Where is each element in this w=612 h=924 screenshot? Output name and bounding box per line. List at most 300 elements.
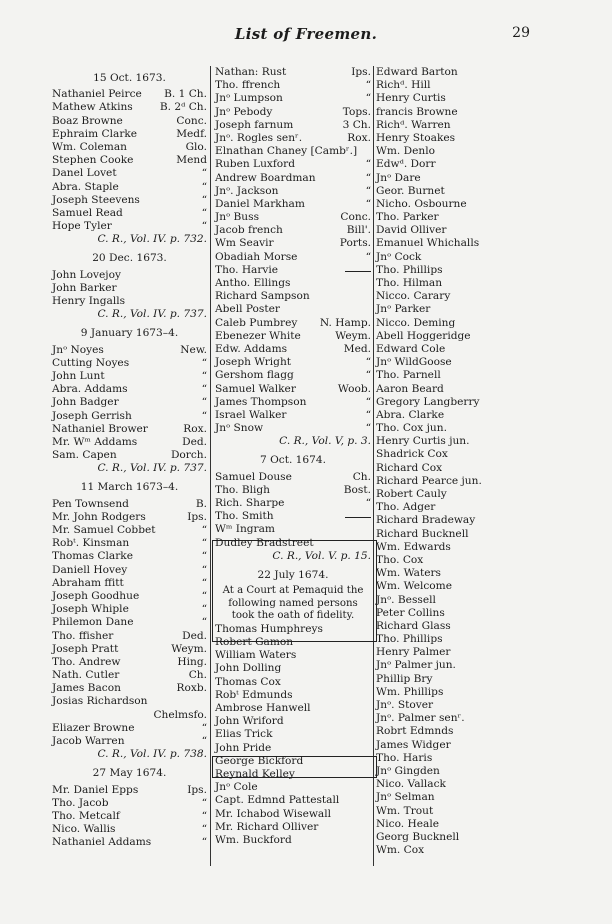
- freeman-entry: [376, 435, 502, 448]
- town-abbreviation: Conc.: [340, 211, 371, 224]
- freeman-entry: [215, 636, 371, 649]
- freeman-entry: [52, 128, 207, 141]
- freeman-name: Edward Cole: [376, 342, 446, 355]
- dash-rule: [345, 510, 371, 518]
- freeman-name: Nathaniel Peirce: [52, 88, 142, 101]
- freeman-name: Shadrick Cox: [376, 448, 448, 461]
- citation-text: C. R., Vol. IV. p. 732.: [97, 233, 207, 246]
- citation-text: C. R., Vol. IV. p. 737.: [97, 462, 207, 475]
- town-abbreviation: Rox.: [183, 422, 207, 435]
- freeman-entry: [376, 686, 502, 699]
- freeman-name: Nico. Wallis: [52, 823, 116, 836]
- freeman-name: Sam. Capen: [52, 449, 117, 462]
- freeman-entry: [215, 356, 371, 369]
- freeman-entry: [376, 119, 502, 132]
- freeman-name: Nico. Vallack: [376, 778, 446, 791]
- date-heading: [52, 767, 207, 780]
- freeman-name: John Dolling: [215, 662, 282, 675]
- freeman-name: Jnᵒ Palmer jun.: [376, 659, 456, 672]
- record-citation: [215, 435, 371, 448]
- freeman-entry: [376, 844, 502, 857]
- town-abbreviation: “: [201, 616, 207, 629]
- freeman-entry: [376, 211, 502, 224]
- freeman-name: John Barker: [52, 281, 117, 294]
- note-text: following named persons: [228, 597, 358, 609]
- date-heading: [52, 327, 207, 340]
- town-abbreviation: New.: [180, 343, 207, 356]
- freeman-entry: [376, 79, 502, 92]
- town-abbreviation: “: [365, 356, 371, 369]
- freeman-name: Richard Cox: [376, 461, 443, 474]
- freeman-name: Wm. Edwards: [376, 540, 451, 553]
- freeman-entry: [52, 524, 207, 537]
- freeman-entry: [376, 185, 502, 198]
- town-abbreviation: “: [201, 524, 207, 536]
- freeman-entry: [52, 603, 207, 616]
- freeman-entry: [376, 237, 502, 250]
- freeman-name: Abra. Addams: [52, 383, 128, 396]
- freeman-entry: [376, 554, 502, 567]
- freeman-entry: [376, 739, 502, 752]
- freeman-name: Aaron Beard: [376, 382, 444, 395]
- freeman-entry: [215, 198, 371, 211]
- freeman-entry: [52, 656, 207, 669]
- freeman-name: Richard Glass: [376, 619, 451, 632]
- freeman-name: Tho. Hilman: [376, 277, 443, 289]
- freeman-name: Rich. Sharpe: [215, 497, 285, 509]
- date-heading: [215, 569, 371, 582]
- freeman-entry: [215, 251, 371, 264]
- freeman-entry: [52, 101, 207, 114]
- freeman-name: Robrt Edmnds: [376, 725, 454, 738]
- town-abbreviation: Weym.: [335, 329, 371, 342]
- freeman-entry: [376, 356, 502, 369]
- freeman-name: James Widger: [376, 738, 451, 751]
- freeman-entry: [376, 106, 502, 119]
- freeman-entry: [215, 781, 371, 794]
- freeman-name: Jnᵒ Parker: [376, 303, 431, 316]
- freeman-entry: [215, 702, 371, 715]
- freeman-name: Tho. Cox: [376, 553, 424, 566]
- freeman-name: francis Browne: [376, 105, 458, 118]
- town-abbreviation: Roxb.: [176, 682, 207, 695]
- town-abbreviation: Ports.: [339, 237, 371, 250]
- freeman-entry: [215, 290, 371, 303]
- freeman-entry: [52, 154, 207, 167]
- freeman-entry: [215, 92, 371, 105]
- freeman-name: Reynald Kelley: [215, 767, 295, 780]
- freeman-name: Nathaniel Brower: [52, 422, 148, 435]
- freeman-name: Mathew Atkins: [52, 101, 133, 114]
- freeman-name: Tho. Parnell: [376, 369, 441, 382]
- freeman-name: Thomas Humphreys: [215, 622, 323, 635]
- date-text: 15 Oct. 1673.: [93, 72, 166, 84]
- freeman-name: Wm. Coleman: [52, 140, 127, 153]
- freeman-entry: [52, 141, 207, 154]
- town-abbreviation: “: [365, 395, 371, 408]
- freeman-name: John Badger: [52, 396, 119, 409]
- record-citation: [52, 462, 207, 475]
- freeman-name: Jnᵒ Cole: [215, 781, 258, 794]
- freeman-name: Tho. Haris: [376, 751, 433, 764]
- freeman-name: Phillip Bry: [376, 672, 433, 685]
- town-abbreviation: Ips.: [351, 66, 371, 78]
- page-number: 29: [512, 25, 530, 41]
- freeman-name: Robᵗ Edmunds: [215, 688, 293, 701]
- freeman-entry: [215, 715, 371, 728]
- freeman-name: Ambrose Hanwell: [215, 702, 311, 715]
- freeman-entry: [52, 357, 207, 370]
- freeman-entry: [215, 369, 371, 382]
- freeman-name: Emanuel Whichalls: [376, 237, 480, 250]
- freeman-name: Jnᵒ. Rogles senʳ.: [215, 131, 303, 144]
- freeman-name: Joseph Wright: [215, 356, 292, 369]
- freeman-entry: [376, 699, 502, 712]
- freeman-entry: [376, 290, 502, 303]
- freeman-entry: [52, 643, 207, 656]
- freeman-entry: [215, 277, 371, 290]
- freeman-name: Ephraim Clarke: [52, 127, 138, 140]
- freeman-entry: [215, 484, 371, 497]
- freeman-entry: [215, 768, 371, 781]
- freeman-entry: [215, 662, 371, 675]
- freeman-entry: [376, 541, 502, 554]
- freeman-name: Richard Bradeway: [376, 514, 476, 527]
- town-abbreviation: “: [201, 550, 207, 563]
- freeman-name: Richᵈ. Hill: [376, 79, 431, 92]
- freeman-entry: [52, 709, 207, 722]
- freeman-entry: [215, 79, 371, 92]
- freeman-name: Richard Bucknell: [376, 527, 469, 540]
- freeman-name: Nathan: Rust: [215, 66, 287, 78]
- town-abbreviation: Glo.: [185, 140, 207, 153]
- freeman-entry: [52, 836, 207, 849]
- town-abbreviation: Dorch.: [170, 449, 207, 462]
- freeman-name: Stephen Cooke: [52, 154, 134, 167]
- freeman-name: Henry Curtis: [376, 92, 446, 105]
- freeman-entry: [52, 669, 207, 682]
- freeman-entry: [52, 423, 207, 436]
- freeman-name: Peter Collins: [376, 606, 445, 619]
- freeman-name: Tho. Harvie: [215, 263, 279, 276]
- town-abbreviation: “: [201, 206, 207, 219]
- freeman-name: Tho. Parker: [376, 211, 439, 224]
- freeman-name: Samuel Douse: [215, 470, 292, 483]
- freeman-entry: [52, 735, 207, 748]
- record-citation: [215, 550, 371, 563]
- date-text: 9 January 1673–4.: [80, 327, 179, 340]
- freeman-entry: [52, 590, 207, 603]
- freeman-entry: [376, 172, 502, 185]
- freeman-name: Mr. Daniel Epps: [52, 783, 139, 796]
- freeman-entry: [376, 725, 502, 738]
- town-abbreviation: “: [365, 171, 371, 184]
- freeman-name: Nath. Cutler: [52, 669, 120, 682]
- freeman-entry: [52, 370, 207, 383]
- date-heading: [52, 252, 207, 265]
- freeman-name: Nicco. Carary: [376, 290, 451, 303]
- freeman-name: Tho. ffisher: [52, 629, 114, 642]
- town-abbreviation: “: [201, 356, 207, 369]
- town-abbreviation: “: [201, 589, 207, 602]
- town-abbreviation: “: [365, 497, 371, 509]
- freeman-entry: [52, 498, 207, 511]
- freeman-entry: [52, 550, 207, 563]
- freeman-entry: [215, 106, 371, 119]
- court-note-line: [215, 585, 371, 598]
- freeman-name: Ruben Luxford: [215, 158, 296, 171]
- freeman-entry: [376, 92, 502, 105]
- freeman-name: Richᵈ. Warren: [376, 118, 451, 131]
- freeman-name: Cutting Noyes: [52, 356, 130, 369]
- town-abbreviation: N. Hamp.: [319, 316, 371, 329]
- freeman-name: Samuel Walker: [215, 382, 296, 395]
- freeman-entry: [215, 742, 371, 755]
- freeman-name: Nicho. Osbourne: [376, 197, 467, 210]
- freeman-entry: [215, 158, 371, 171]
- freeman-entry: [215, 728, 371, 741]
- town-abbreviation: “: [201, 396, 207, 409]
- town-abbreviation: B. 1 Ch.: [164, 88, 207, 101]
- freeman-entry: [376, 409, 502, 422]
- town-abbreviation: “: [201, 603, 207, 616]
- town-abbreviation: Ips.: [187, 783, 207, 796]
- town-abbreviation: Bost.: [343, 483, 371, 496]
- freeman-entry: [52, 823, 207, 836]
- freeman-entry: [376, 488, 502, 501]
- freeman-entry: [376, 778, 502, 791]
- town-abbreviation: Chelmsfo.: [153, 708, 207, 721]
- town-abbreviation: Ch.: [352, 470, 371, 483]
- freeman-name: Jnᵒ Pebody: [215, 105, 273, 118]
- freeman-name: Tho. Metcalf: [52, 809, 120, 822]
- freeman-name: Wm. Waters: [376, 567, 441, 580]
- town-abbreviation: “: [365, 184, 371, 197]
- freeman-name: Wm. Cox: [376, 844, 425, 857]
- freeman-name: Israel Walker: [215, 408, 287, 421]
- freeman-entry: [376, 343, 502, 356]
- freeman-name: Geor. Burnet: [376, 184, 445, 197]
- freeman-name: Abra. Staple: [52, 180, 119, 193]
- freeman-entry: [376, 145, 502, 158]
- freeman-name: John Lunt: [52, 369, 105, 382]
- freeman-entry: [215, 211, 371, 224]
- town-abbreviation: “: [201, 193, 207, 206]
- freeman-name: Nicco. Deming: [376, 316, 456, 329]
- freeman-entry: [52, 194, 207, 207]
- freeman-entry: [215, 145, 371, 158]
- freeman-name: Wm. Phillips: [376, 685, 444, 698]
- town-abbreviation: “: [365, 197, 371, 210]
- freeman-name: Robᵗ. Kinsman: [52, 537, 130, 550]
- freeman-name: Dudley Bradstreet: [215, 536, 314, 549]
- town-abbreviation: “: [201, 836, 207, 849]
- note-text: At a Court at Pemaquid the: [222, 585, 364, 597]
- town-abbreviation: Med.: [343, 342, 371, 355]
- freeman-entry: [215, 409, 371, 422]
- freeman-name: Richard Pearce jun.: [376, 474, 482, 487]
- freeman-entry: [376, 567, 502, 580]
- freeman-name: Jnᵒ WildGoose: [376, 356, 452, 369]
- freeman-name: Jnᵒ Lumpson: [215, 92, 283, 105]
- freeman-entry: [52, 181, 207, 194]
- freeman-entry: [52, 616, 207, 629]
- freeman-entry: [52, 282, 207, 295]
- column-divider-right: [373, 66, 374, 866]
- freeman-entry: [376, 132, 502, 145]
- freeman-name: Eliazer Browne: [52, 721, 135, 734]
- freeman-entry: [376, 633, 502, 646]
- freeman-entry: [376, 369, 502, 382]
- freeman-entry: [52, 295, 207, 308]
- court-note-line: [215, 610, 371, 623]
- freeman-name: Nathaniel Addams: [52, 836, 152, 849]
- freeman-name: Joseph Steevens: [52, 193, 140, 206]
- freeman-entry: [52, 682, 207, 695]
- freeman-name: Gershom flagg: [215, 369, 294, 382]
- freeman-name: Jnᵒ Gingden: [376, 764, 440, 777]
- town-abbreviation: Mend: [176, 154, 207, 167]
- freeman-name: Wm. Denlo: [376, 145, 436, 158]
- freeman-entry: [52, 269, 207, 282]
- freeman-entry: [215, 422, 371, 435]
- citation-text: C. R., Vol. V, p. 3.: [279, 435, 371, 448]
- page-title: List of Freemen.: [234, 25, 378, 43]
- town-abbreviation: “: [201, 796, 207, 809]
- freeman-entry: [376, 528, 502, 541]
- freeman-entry: [376, 594, 502, 607]
- freeman-entry: [376, 620, 502, 633]
- freeman-name: Nico. Heale: [376, 817, 439, 830]
- freeman-entry: [376, 158, 502, 171]
- freeman-name: Robert Cauly: [376, 488, 447, 500]
- citation-text: C. R., Vol. IV. p. 737.: [97, 308, 207, 321]
- freeman-name: Obadiah Morse: [215, 250, 298, 263]
- freeman-name: Ebenezer White: [215, 329, 301, 342]
- freeman-entry: [215, 808, 371, 821]
- record-citation: [52, 748, 207, 761]
- freeman-entry: [52, 784, 207, 797]
- freeman-name: John Lovejoy: [52, 268, 121, 281]
- town-abbreviation: “: [365, 250, 371, 263]
- town-abbreviation: “: [201, 369, 207, 382]
- freeman-entry: [52, 344, 207, 357]
- column-divider-left: [210, 66, 211, 866]
- freeman-name: Edw. Addams: [215, 342, 288, 355]
- freeman-entry: [52, 695, 207, 708]
- freeman-entry: [376, 805, 502, 818]
- freeman-entry: [376, 448, 502, 461]
- town-abbreviation: “: [201, 809, 207, 822]
- freeman-entry: [376, 277, 502, 290]
- freeman-entry: [376, 818, 502, 831]
- freeman-entry: [215, 623, 371, 636]
- court-note-line: [215, 598, 371, 611]
- freeman-entry: [376, 317, 502, 330]
- freeman-name: Boaz Browne: [52, 114, 123, 127]
- town-abbreviation: “: [201, 735, 207, 747]
- freeman-name: Henry Palmer: [376, 646, 451, 659]
- freeman-name: Tho. Jacob: [52, 796, 109, 809]
- freeman-name: Abell Hoggeridge: [376, 329, 471, 342]
- freeman-name: Jnᵒ. Jackson: [215, 184, 279, 197]
- freeman-entry: [376, 462, 502, 475]
- freeman-entry: [376, 303, 502, 316]
- freeman-name: Jnᵒ. Stover: [376, 699, 434, 711]
- freeman-name: Wm Seavir: [215, 237, 274, 250]
- freeman-name: Joseph farnum: [215, 118, 294, 131]
- freeman-name: Tho. ffrench: [215, 79, 281, 92]
- town-abbreviation: Tops.: [342, 105, 371, 118]
- date-text: 11 March 1673–4.: [80, 481, 179, 494]
- dash-rule: [345, 264, 371, 272]
- town-abbreviation: 3 Ch.: [342, 118, 371, 131]
- freeman-entry: [215, 132, 371, 145]
- freeman-name: Andrew Boardman: [215, 171, 316, 184]
- freeman-name: Mr. Wᵐ Addams: [52, 435, 138, 448]
- freeman-entry: [52, 449, 207, 462]
- record-citation: [52, 233, 207, 246]
- freeman-name: Abraham ffitt: [52, 576, 124, 589]
- freeman-entry: [376, 831, 502, 844]
- freeman-entry: [376, 330, 502, 343]
- freeman-entry: [215, 237, 371, 250]
- freeman-entry: [215, 396, 371, 409]
- freeman-entry: [215, 523, 371, 536]
- freeman-entry: [376, 264, 502, 277]
- town-abbreviation: “: [365, 408, 371, 421]
- freeman-entry: [376, 646, 502, 659]
- freeman-entry: [52, 115, 207, 128]
- column-right: [376, 66, 502, 857]
- freeman-entry: [52, 220, 207, 233]
- freeman-name: Jacob Warren: [52, 735, 125, 747]
- town-abbreviation: “: [201, 383, 207, 396]
- date-heading: [52, 72, 207, 85]
- freeman-entry: [52, 797, 207, 810]
- freeman-name: Jacob french: [215, 224, 283, 237]
- freeman-name: Gregory Langberry: [376, 395, 480, 408]
- freeman-name: Elias Trick: [215, 728, 273, 741]
- freeman-name: Danel Lovet: [52, 167, 117, 180]
- freeman-name: Tho. Bligh: [215, 483, 270, 496]
- date-text: 20 Dec. 1673.: [92, 252, 167, 265]
- freeman-name: David Olliver: [376, 224, 447, 237]
- town-abbreviation: Woob.: [337, 382, 371, 395]
- freeman-entry: [52, 88, 207, 101]
- freeman-entry: [376, 396, 502, 409]
- freeman-name: Jnᵒ. Palmer senʳ.: [376, 712, 465, 725]
- freeman-name: Joseph Gerrish: [52, 409, 132, 422]
- freeman-name: Joseph Whiple: [52, 603, 129, 616]
- town-abbreviation: Ded.: [182, 629, 207, 642]
- town-abbreviation: “: [201, 721, 207, 734]
- date-text: 27 May 1674.: [92, 767, 167, 780]
- date-text: 22 July 1674.: [257, 568, 329, 581]
- town-abbreviation: “: [201, 563, 207, 576]
- freeman-entry: [215, 510, 371, 523]
- freeman-name: Henry Stoakes: [376, 131, 456, 144]
- town-abbreviation: B.: [195, 497, 207, 510]
- town-abbreviation: “: [365, 422, 371, 435]
- town-abbreviation: Ded.: [182, 435, 207, 448]
- freeman-entry: [376, 673, 502, 686]
- freeman-name: Pen Townsend: [52, 497, 129, 510]
- freeman-name: Joseph Goodhue: [52, 589, 140, 602]
- freeman-entry: [52, 410, 207, 423]
- freeman-name: Tho. Smith: [215, 510, 274, 523]
- town-abbreviation: Conc.: [176, 114, 207, 127]
